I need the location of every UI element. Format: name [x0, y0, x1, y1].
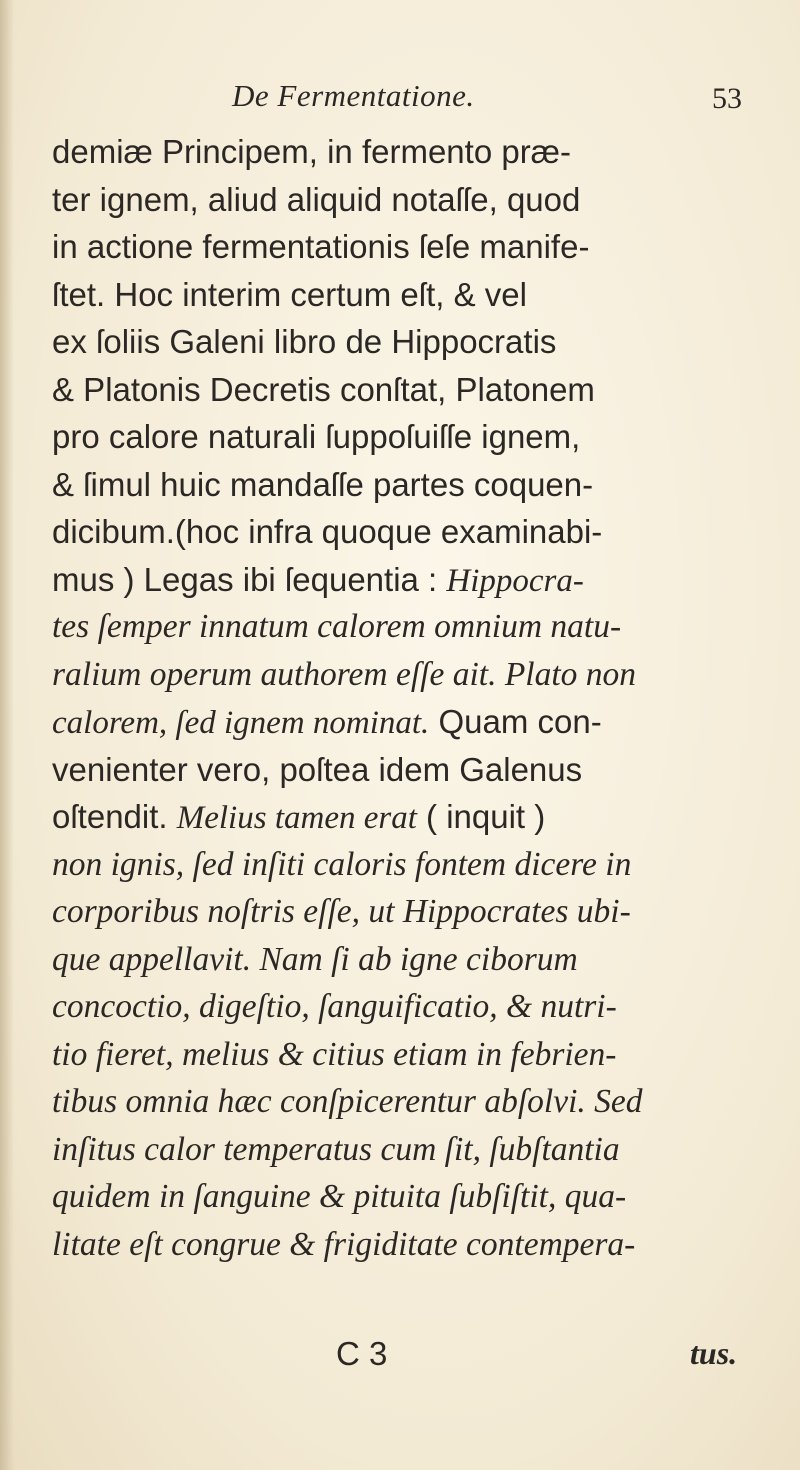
text-line-3: in actione fermentationis ſeſe manife- [52, 228, 590, 265]
text-line-7: pro calore naturali ſuppoſuiſſe ignem, [52, 418, 581, 455]
text-line-17: corporibus noſtris eſſe, ut Hippocrates ubi- [52, 893, 631, 930]
text-line-12: ralium operum authorem eſſe ait. Plato non [52, 655, 637, 693]
text-line-15: oſtendit. Melius tamen erat ( inquit ) [52, 798, 546, 836]
page-gutter-shadow [0, 0, 14, 1470]
text-line-19: concoctio, digeſtio, ſanguificatio, & nutri- [52, 988, 617, 1025]
text-line-8: & ſimul huic mandaſſe partes coquen- [52, 465, 594, 503]
signature-mark: C 3 [336, 1335, 388, 1372]
text-line-24: litate eſt congrue & frigiditate contempera- [52, 1225, 636, 1263]
running-title: De Fermentatione. [232, 78, 475, 113]
text-line-11: tes ſemper innatum calorem omnium natu- [52, 608, 622, 645]
text-line-10: mus ) Legas ibi ſequentia : Hippocra- [52, 560, 584, 599]
text-line-16: non ignis, ſed inſiti caloris fontem dicere in [52, 845, 632, 883]
running-head [0, 78, 800, 118]
text-line-14: venienter vero, poſtea idem Galenus [52, 750, 583, 788]
text-line-6: & Platonis Decretis conſtat, Platonem [52, 370, 595, 408]
text-line-23: quidem in ſanguine & pituita ſubſiſtit, qua- [52, 1178, 627, 1215]
text-line-22: inſitus calor temperatus cum ſit, ſubſtantia [52, 1130, 620, 1168]
text-line-20: tio fieret, melius & citius etiam in febrien- [52, 1035, 617, 1073]
text-line-1: demiæ Principem, in fermento præ- [52, 133, 572, 170]
catchword: tus. [690, 1335, 738, 1371]
page-number: 53 [712, 82, 742, 115]
page-footer [0, 1335, 800, 1379]
text-line-18: que appellavit. Nam ſi ab igne ciborum [52, 940, 578, 978]
text-line-13: calorem, ſed ignem nominat. Quam con- [52, 703, 602, 741]
body-text [52, 128, 772, 1268]
text-line-9: dicibum.(hoc infra quoque examinabi- [52, 513, 603, 550]
text-line-2: ter ignem, aliud aliquid notaſſe, quod [52, 180, 581, 218]
text-line-4: ſtet. Hoc interim certum eſt, & vel [52, 275, 527, 313]
text-line-21: tibus omnia hæc conſpicerentur abſolvi. Sed [52, 1083, 643, 1120]
text-line-5: ex ſoliis Galeni libro de Hippocratis [52, 323, 557, 360]
